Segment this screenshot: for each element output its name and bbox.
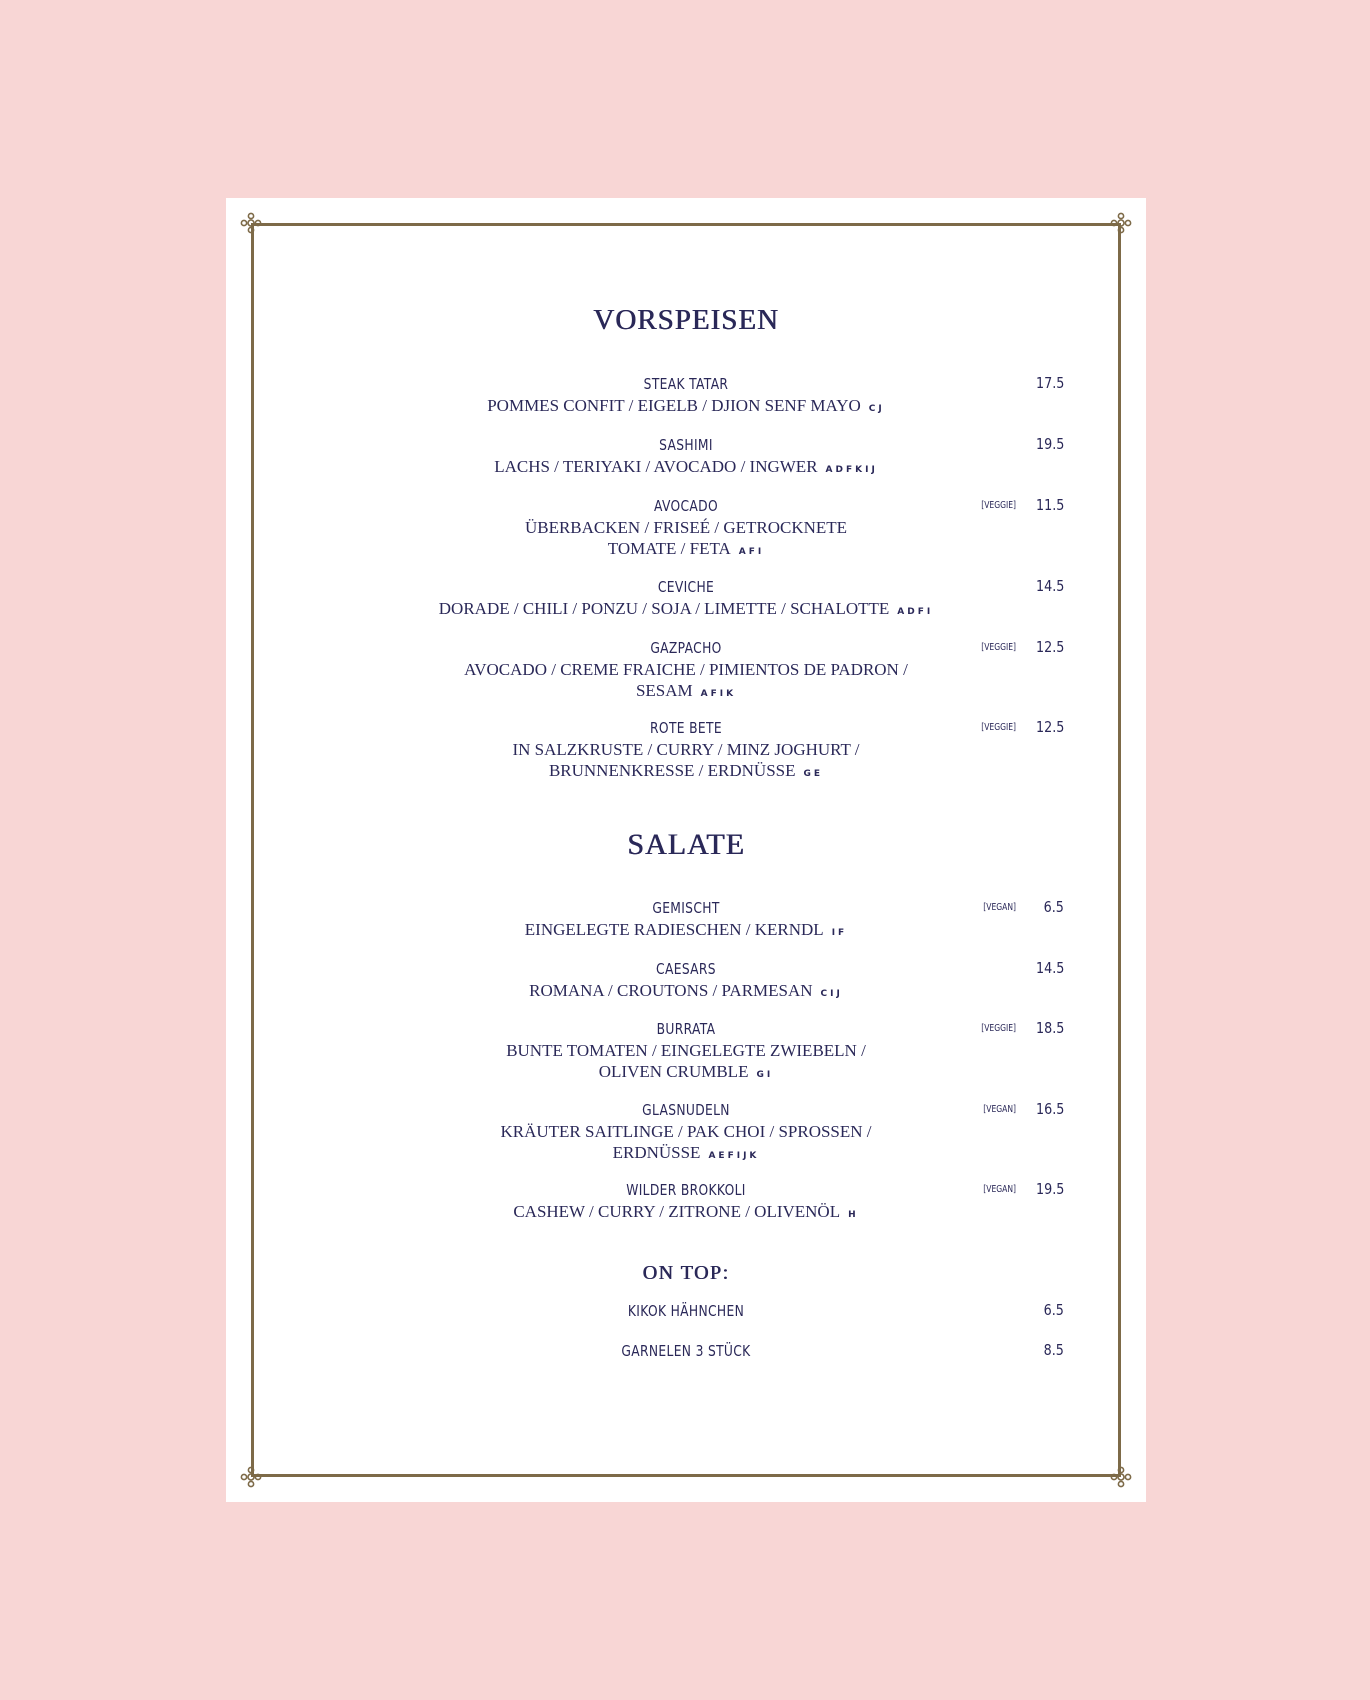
- item-description: BUNTE TOMATEN / EINGELEGTE ZWIEBELN / OLIVEN CRUMBLE GI: [506, 1041, 866, 1081]
- item-price: 8.5: [1043, 1341, 1064, 1359]
- diet-tag: [VEGGIE]: [981, 722, 1016, 733]
- menu-page: [226, 198, 1146, 1502]
- item-description: AVOCADO / CREME FRAICHE / PIMIENTOS DE PADRON / SESAM AFIK: [464, 660, 908, 700]
- item-name: STEAK TATAR: [643, 375, 729, 393]
- allergen-codes: CIJ: [820, 989, 843, 999]
- item-name: GEMISCHT: [652, 899, 720, 917]
- item-price: 12.5: [1035, 638, 1064, 656]
- item-description: CASHEW / CURRY / ZITRONE / OLIVENÖL H: [513, 1202, 859, 1221]
- item-description: LACHS / TERIYAKI / AVOCADO / INGWER ADFKIJ: [494, 457, 878, 476]
- item-description: ÜBERBACKEN / FRISEÉ / GETROCKNETE TOMATE / FETA AFI: [524, 518, 848, 558]
- ornament-icon: [1110, 1466, 1132, 1488]
- menu-item: [226, 1301, 1146, 1322]
- section-title-vorspeisen: VORSPEISEN: [593, 304, 779, 336]
- item-name: CEVICHE: [657, 578, 715, 596]
- diet-tag: [VEGAN]: [983, 1184, 1016, 1195]
- item-description: EINGELEGTE RADIESCHEN / KERNDL IF: [524, 920, 848, 939]
- item-name: GLASNUDELN: [642, 1101, 730, 1119]
- item-price: 14.5: [1035, 959, 1064, 977]
- menu-item: [226, 1100, 1146, 1167]
- item-name: SASHIMI: [659, 436, 713, 454]
- diet-tag: [VEGAN]: [983, 1104, 1016, 1115]
- item-price: 6.5: [1043, 898, 1064, 916]
- menu-item: [226, 638, 1146, 705]
- diet-tag: [VEGGIE]: [981, 1023, 1016, 1034]
- item-name: GARNELEN 3 STÜCK: [621, 1342, 751, 1360]
- menu-item: [226, 435, 1146, 481]
- item-description: ROMANA / CROUTONS / PARMESAN CIJ: [529, 981, 843, 1000]
- allergen-codes: CJ: [868, 404, 885, 414]
- item-price: 19.5: [1035, 435, 1064, 453]
- allergen-codes: AEFIJK: [708, 1151, 760, 1161]
- ornament-icon: [240, 212, 262, 234]
- allergen-codes: H: [848, 1210, 859, 1220]
- item-price: 6.5: [1043, 1301, 1064, 1319]
- item-description: POMMES CONFIT / EIGELB / DJION SENF MAYO CJ: [487, 396, 885, 415]
- ornament-icon: [1110, 212, 1132, 234]
- allergen-codes: ADFI: [897, 607, 934, 617]
- item-name: BURRATA: [656, 1020, 716, 1038]
- item-description: DORADE / CHILI / PONZU / SOJA / LIMETTE / SCHALOTTE ADFI: [438, 599, 934, 618]
- item-name: KIKOK HÄHNCHEN: [627, 1302, 745, 1320]
- item-price: 12.5: [1035, 718, 1064, 736]
- item-name: AVOCADO: [654, 497, 718, 515]
- menu-item: [226, 577, 1146, 623]
- allergen-codes: GI: [756, 1070, 774, 1080]
- menu-item: [226, 959, 1146, 1005]
- item-price: 18.5: [1035, 1019, 1064, 1037]
- allergen-codes: ADFKIJ: [825, 465, 878, 475]
- menu-item: [226, 374, 1146, 420]
- menu-item: [226, 898, 1146, 944]
- item-name: ROTE BETE: [650, 719, 722, 737]
- menu-item: [226, 1019, 1146, 1086]
- allergen-codes: AFI: [738, 547, 765, 557]
- item-name: GAZPACHO: [650, 639, 722, 657]
- item-price: 11.5: [1035, 496, 1064, 514]
- diet-tag: [VEGAN]: [983, 902, 1016, 913]
- item-description: KRÄUTER SAITLINGE / PAK CHOI / SPROSSEN / ERDNÜSSE AEFIJK: [500, 1122, 872, 1162]
- diet-tag: [VEGGIE]: [981, 500, 1016, 511]
- allergen-codes: IF: [831, 928, 848, 938]
- section-title-ontop: ON TOP:: [642, 1262, 730, 1284]
- allergen-codes: AFIK: [700, 689, 737, 699]
- menu-item: [226, 496, 1146, 563]
- menu-item: [226, 1180, 1146, 1226]
- item-price: 19.5: [1035, 1180, 1064, 1198]
- item-price: 16.5: [1035, 1100, 1064, 1118]
- section-title-salate: SALATE: [627, 828, 745, 861]
- item-price: 17.5: [1035, 374, 1064, 392]
- ornament-icon: [240, 1466, 262, 1488]
- item-price: 14.5: [1035, 577, 1064, 595]
- diet-tag: [VEGGIE]: [981, 642, 1016, 653]
- allergen-codes: GE: [803, 769, 824, 779]
- item-name: WILDER BROKKOLI: [626, 1181, 746, 1199]
- menu-item: [226, 718, 1146, 785]
- item-name: CAESARS: [656, 960, 716, 978]
- menu-item: [226, 1341, 1146, 1362]
- item-description: IN SALZKRUSTE / CURRY / MINZ JOGHURT / BRUNNENKRESSE / ERDNÜSSE GE: [512, 740, 860, 780]
